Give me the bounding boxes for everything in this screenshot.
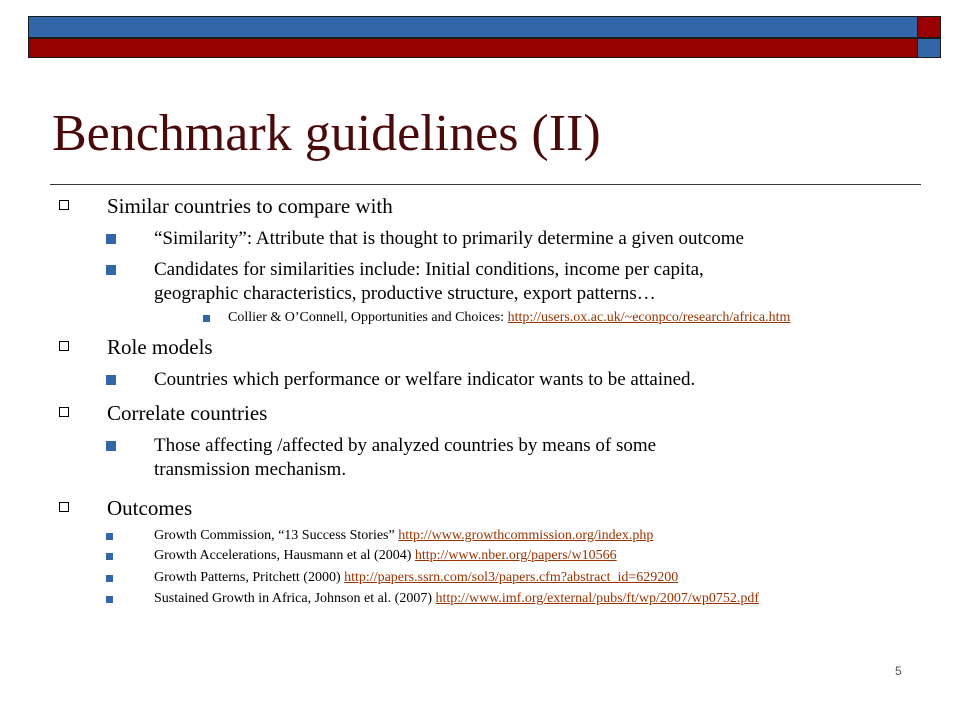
collier-link[interactable]: http://users.ox.ac.uk/~econpco/research/africa.htm (507, 310, 791, 325)
bullet-similar-countries: Similar countries to compare with (107, 193, 393, 219)
bullet-outcomes: Outcomes (107, 495, 192, 521)
imf-link[interactable]: http://www.imf.org/external/pubs/ft/wp/2007/wp0752.pdf (435, 591, 760, 606)
sub-bullet-affecting: Those affecting /affected by analyzed countries by means of some transmission mechanism. (154, 434, 656, 482)
small-square-bullet-icon (106, 553, 113, 560)
sub-bullet-candidates: Candidates for similarities include: Initial conditions, income per capita, geographic characteristics, productive structure, export patterns… (154, 258, 704, 306)
hollow-square-bullet-icon (59, 341, 69, 351)
sub-bullet-role-countries: Countries which performance or welfare indicator wants to be attained. (154, 368, 695, 392)
sub-sub-bullet-collier: Collier & O’Connell, Opportunities and Choices: http://users.ox.ac.uk/~econpco/research/africa.htm (228, 309, 790, 327)
small-square-bullet-icon (106, 575, 113, 582)
bullet-role-models: Role models (107, 334, 213, 360)
growth-commission-link[interactable]: http://www.growthcommission.org/index.php (398, 528, 654, 543)
hollow-square-bullet-icon (59, 407, 69, 417)
square-bullet-icon (106, 441, 116, 451)
square-bullet-icon (106, 375, 116, 385)
sub-bullet-sustained-growth: Sustained Growth in Africa, Johnson et al. (2007) http://www.imf.org/external/pubs/ft/wp/2007/wp0752.pdf (154, 590, 759, 608)
small-square-bullet-icon (106, 533, 113, 540)
hollow-square-bullet-icon (59, 502, 69, 512)
square-bullet-icon (106, 265, 116, 275)
sub-bullet-growth-accelerations: Growth Accelerations, Hausmann et al (2004) http://www.nber.org/papers/w10566 (154, 547, 617, 565)
square-bullet-icon (106, 234, 116, 244)
sub-bullet-growth-patterns: Growth Patterns, Pritchett (2000) http://papers.ssrn.com/sol3/papers.cfm?abstract_id=629200 (154, 569, 678, 587)
sub-bullet-similarity: “Similarity”: Attribute that is thought to primarily determine a given outcome (154, 227, 744, 251)
ssrn-link[interactable]: http://papers.ssrn.com/sol3/papers.cfm?abstract_id=629200 (344, 570, 679, 585)
hollow-square-bullet-icon (59, 200, 69, 210)
nber-link[interactable]: http://www.nber.org/papers/w10566 (414, 548, 617, 563)
small-square-bullet-icon (203, 315, 210, 322)
sub-bullet-growth-commission: Growth Commission, “13 Success Stories” http://www.growthcommission.org/index.php (154, 527, 653, 545)
small-square-bullet-icon (106, 596, 113, 603)
bullet-correlate-countries: Correlate countries (107, 400, 267, 426)
slide-title: Benchmark guidelines (II) (52, 105, 601, 162)
page-number: 5 (895, 664, 902, 678)
